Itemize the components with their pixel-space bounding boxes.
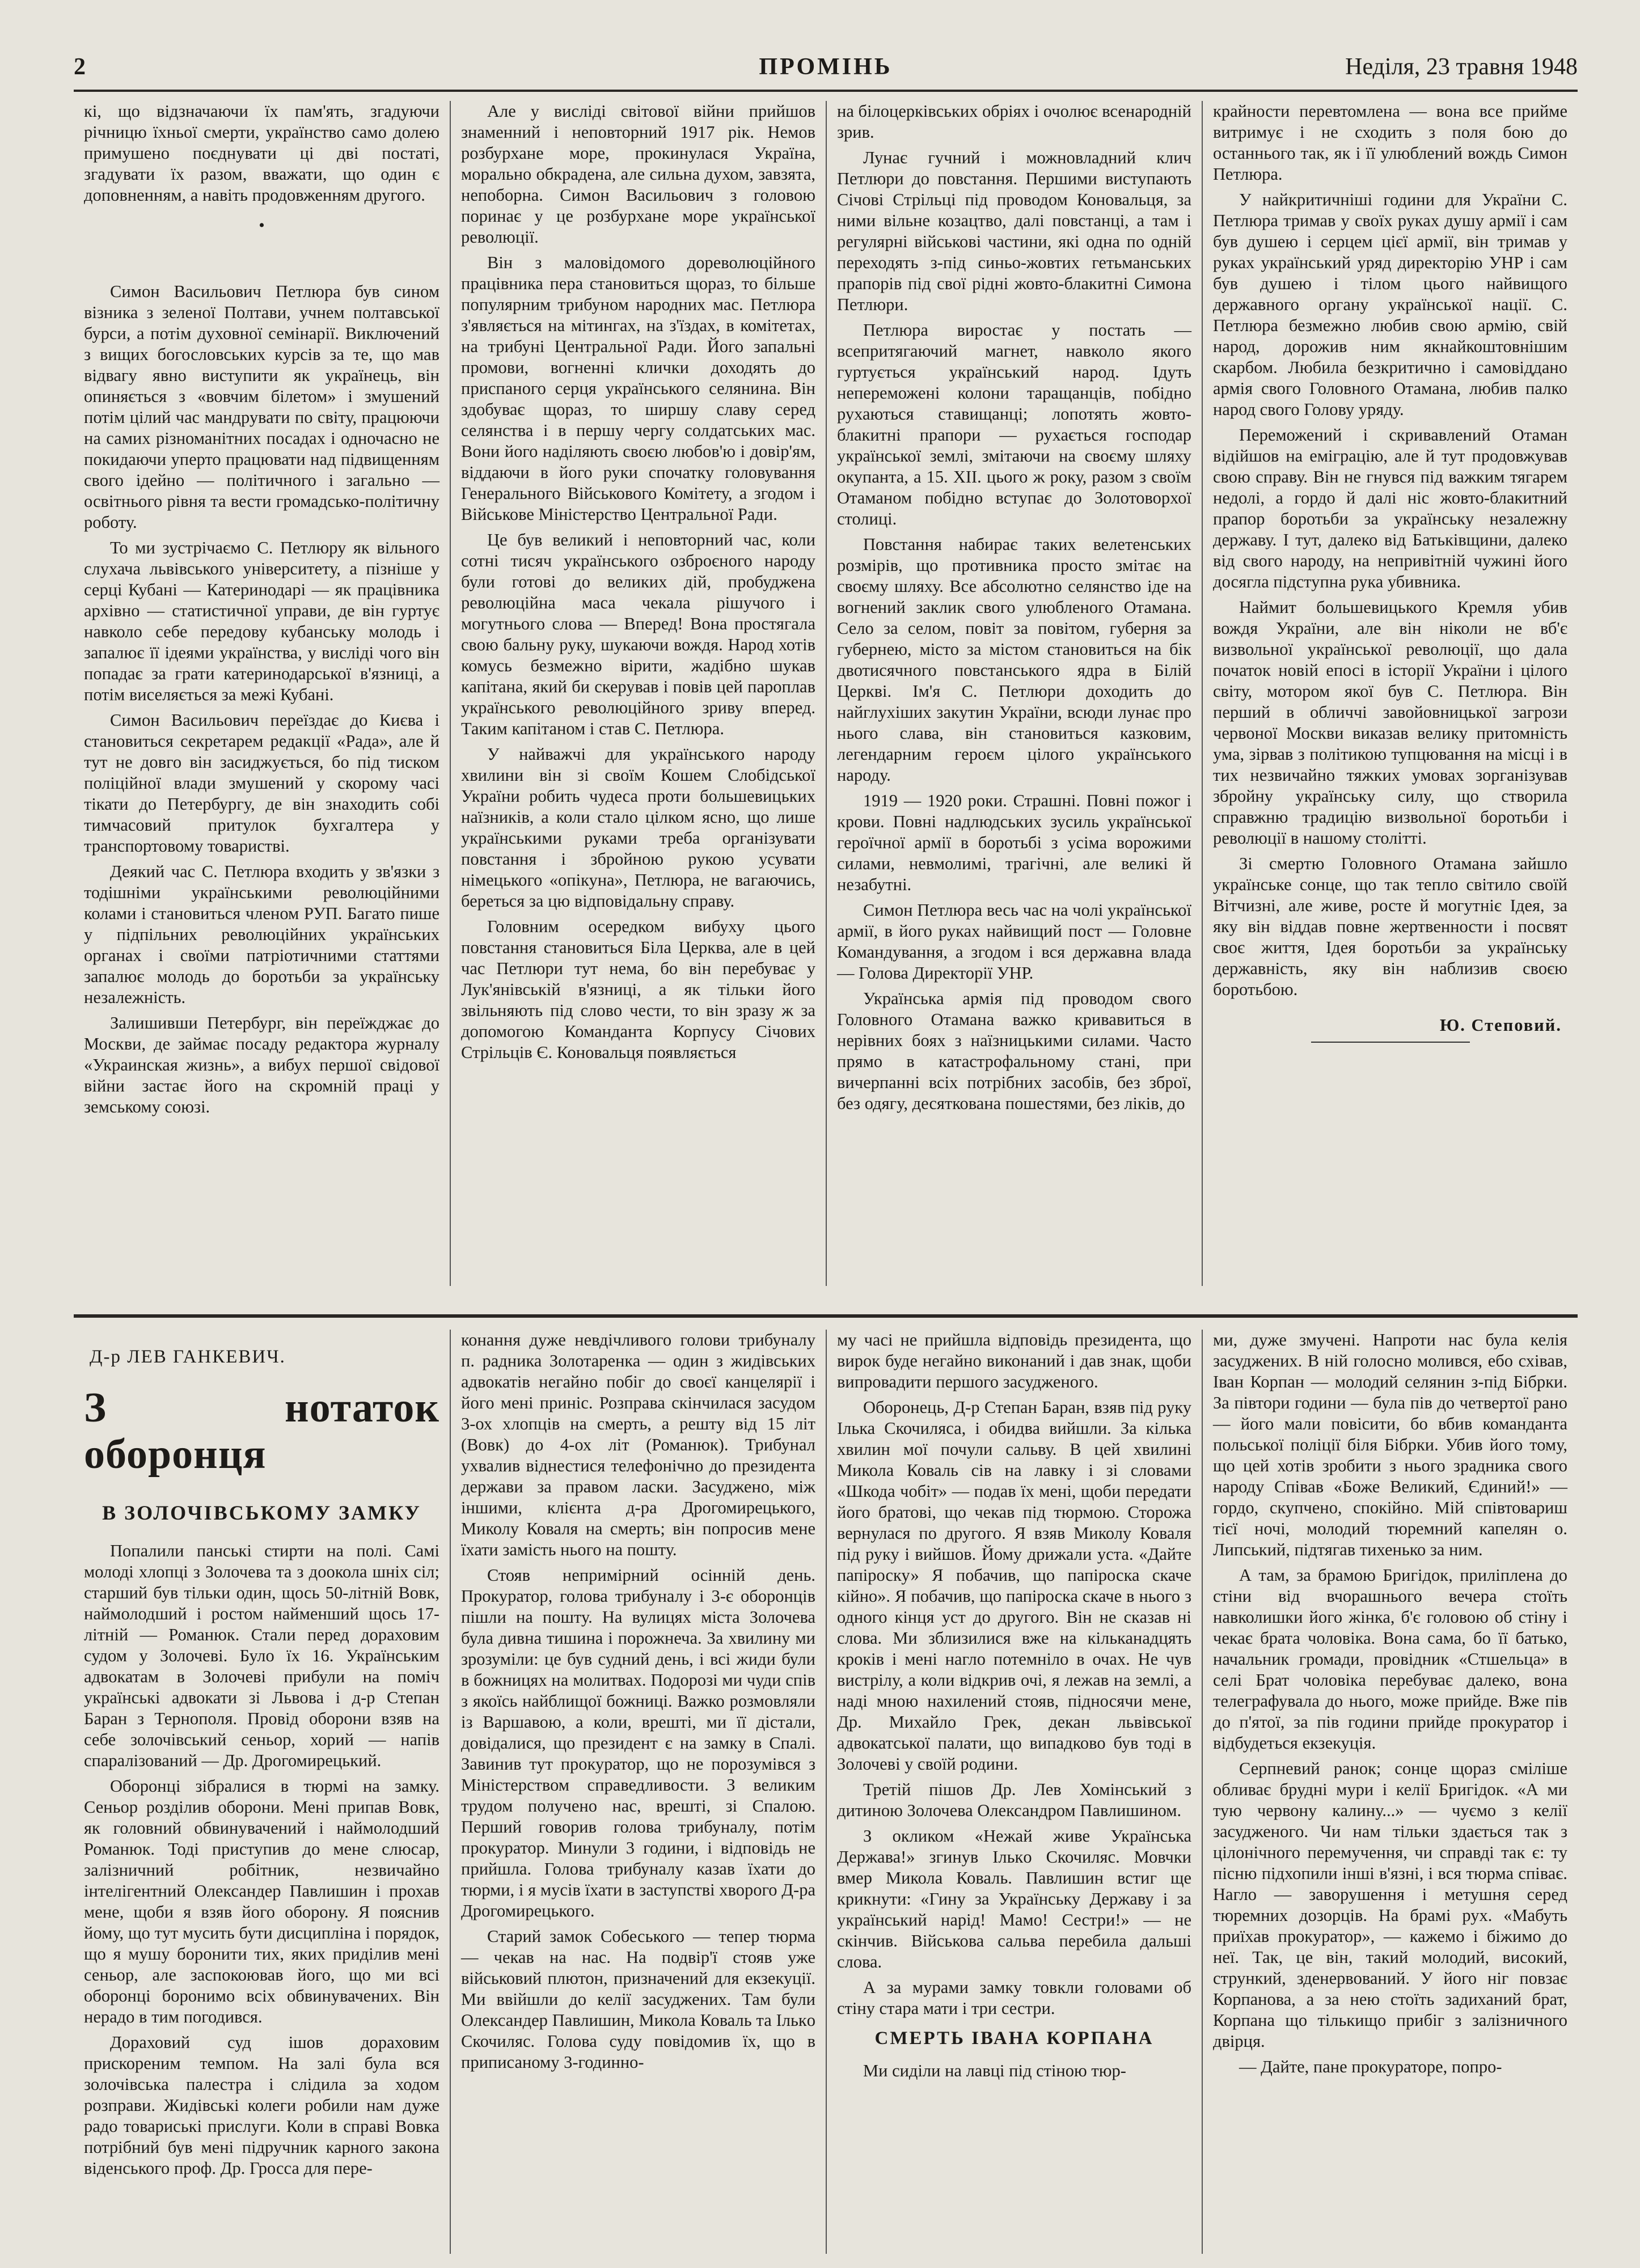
paragraph: Українська армія під проводом свого Головного Отамана важко кривавиться в нерівних боях з наїзницькими силами. Часто прямо в катастрофальному стані, при вичерпанні всіх потрібних засобів, без зброї, без одягу, десяткована пошестями, без ліків, до bbox=[837, 989, 1191, 1113]
article2-column-4 bbox=[1202, 1330, 1578, 2254]
paragraph: Серпневий ранок; сонце щораз сміліше обливає брудні мури і келії Бригідок. «А ми тую червону калину...» — чуємо з келії засудженого. Чи нам тільки здається так з цілонічного перемучення, чи справді так є: ту пісню підхопили інші в'язні, і вся тюрма співає. Нагло — заворушення і метушня серед тюремних дозорців. На брамі рух. «Мабуть приїхав прокуратор», — кажемо і біжимо до неї. Так, це він, такий молодий, високий, стрункий, зденервований. У його ніг повзає Корпанова, а за нею стоїть задиханий брат, Корпана що тількищо прибіг з залізничного двірця. bbox=[1213, 1759, 1567, 2051]
paragraph: Симон Васильович переїздає до Києва і становиться секретарем редакції «Рада», але й тут не довго він засиджується, бо під тиском поліційної влади змушений у скорому часі тікати до Петербургу, де він знаходить собі тимчасовий притулок бухгалтера у транспортовому товаристві. bbox=[84, 710, 439, 856]
paragraph: Зі смертю Головного Отамана зайшло українське сонце, що так тепло світило своїй Вітчизні, але живе, росте й могутніє Ідея, за яку він віддав повне жертвенности і посвят своє життя, Ідея боротьби за українську державність, яку він наблизив своєю боротьбою. bbox=[1213, 854, 1567, 999]
paragraph: Лунає гучний і можновладний клич Петлюри до повстання. Першими виступають Січові Стрільці під проводом Коновальця, за ними вільне козацтво, далі повстанці, а там і регулярні військові частини, які одна по одній переходять з-під синьо-жовтих гетьманських прапорів під свої рідні жовто-блакитні Симона Петлюри. bbox=[837, 148, 1191, 314]
article2-subheading: В ЗОЛОЧІВСЬКОМУ ЗАМКУ bbox=[102, 1501, 421, 1524]
paragraph: Повстання набирає таких велетенських розмірів, що противника просто змітає на своєму шляху. Все абсолютно селянство іде на вогнений заклик свого улюбленого Отамана. Село за селом, повіт за повітом, губерня за губернею, місто за містом становиться на бік двотисячного повстанського ядра в Білій Церкві. Ім'я С. Петлюри доходить до найглухіших закутин України, всюди лунає про нього слава, він становиться казковим, легендарним героєм цілого українського народу. bbox=[837, 535, 1191, 785]
paragraph: Залишивши Петербург, він переїжджає до Москви, де займає посаду редактора журналу «Украинская жизнь», а вибух першої свідової війни застає його на скромній праці у земському союзі. bbox=[84, 1013, 439, 1116]
article1-signature: Ю. Степовий. bbox=[1439, 1015, 1562, 1035]
article-separator-rule bbox=[74, 1314, 1578, 1318]
paragraph: Старий замок Собеського — тепер тюрма — чекав на нас. На подвір'ї стояв уже військовий плютон, призначений для екзекуції. Ми ввійшли до келії засуджених. Там були Олександер Павлишин, Микола Коваль та Ількo Скочиляс. Голова суду повідомив їх, що в приписаному 3-годинно- bbox=[461, 1927, 815, 2072]
article1-column-3 bbox=[826, 101, 1202, 1286]
paragraph: Це був великий і неповторний час, коли сотні тисяч українського озброєного народу були готові до великих дій, пробуджена революційна маса чекала рішучого і могутнього слова — Вперед! Вона простягала свою бальну руку, шукаючи вождя. Народ хотів комусь безмежно вірити, жадібно шукав капітана, який би скерував і повів цей пароплав українського революційного зриву вперед. Таким капітаном і став С. Петлюра. bbox=[461, 530, 815, 738]
article1-column-4 bbox=[1202, 101, 1578, 1286]
paragraph: Попалили панські стирти на полі. Самі молоді хлопці з Золочева та з доокола шніх сіл; старший був тільки один, щось 50-літній Вовк, наймолодший і ростом найменший щось 17-літній — Романюк. Стали перед дораховим судом у Золочеві. Було їх 16. Українським адвокатам в Золочеві прибули на поміч українські адвокати зі Львова і д-р Степан Баран з Тернополя. Провід оборони взяв на себе золочівський сеньор, хорий — напів спаралізований — Др. Дрогомирецький. bbox=[84, 1541, 439, 1770]
paragraph: Деякий час С. Петлюра входить у зв'язки з тодішніми українськими революційними колами і становиться членом РУП. Багато пише у підпільних революційних українських органах і своїми патріотичними статтями запалює молодь до боротьби за українську незалежність. bbox=[84, 862, 439, 1007]
paragraph: ми, дуже змучені. Напроти нас була келія засуджених. В ній голосно молився, ебо схівав, Іван Корпан — молодий селянин з-під Бібрки. За півтори години — була пів до четвертої рано — його мали повісити, бо вбив команданта польської поліції біля Бібрки. Убив його тому, що цей хотів зробити з нього зрадника свого народу Співав «Боже Великий, Єдиний!» — гордо, скупчено, спокійно. Мій співтовариш тієї ночі, молодий тюремний капелян о. Липський, підтягав тихенько за ним. bbox=[1213, 1330, 1567, 1559]
article1-column-2 bbox=[450, 101, 826, 1286]
issue-date: Неділя, 23 травня 1948 bbox=[1345, 54, 1578, 80]
paragraph: Переможений і скривавлений Отаман відійшов на еміграцію, але й тут продовжував свою справу. Він не гнувся під важким тягарем недолі, а гордо й далі ніс жовто-блакитний прапор боротьби за українську незалежну державу. І тут, далеко від Батьківщини, далеко від свого народу, на непривітній чужині його досягла підступна рука убивника. bbox=[1213, 425, 1567, 591]
article1-column-1 bbox=[74, 101, 450, 1286]
paragraph: А там, за брамою Бригідок, приліплена до стіни від вчорашнього вечера стоїть навколишки його жінка, б'є головою об стіну і чекає брата чоловіка. Вона сама, бо її батько, начальник громади, провідник «Стшельца» в селі Брат чоловіка перебуває далеко, вона телеграфувала до нього, може прийде. Вже пів до п'ятої, за пів години прийде прокуратор і відбудеться екзекуція. bbox=[1213, 1565, 1567, 1753]
paragraph: А за мурами замку товкли головами об стіну стара мати і три сестри. bbox=[837, 1978, 1191, 2018]
paragraph: му часі не прийшла відповідь президента, що вирок буде негайно виконаний і дав знак, щоби випровадити першого засудженого. bbox=[837, 1330, 1191, 1391]
paragraph: З окликом «Нежай живе Українська Держава!» згинув Ількo Скочиляс. Мовчки вмер Микола Коваль. Павлишин встиг ще крикнути: «Гину за Українську Державу і за український нарід! Мамо! Сестри!» — не скінчив. Військова сальва перебила дальші слова. bbox=[837, 1826, 1191, 1971]
paragraph: 1919 — 1920 роки. Страшні. Повні пожог і крови. Повні надлюдських зусиль української героїчної армії в боротьбі з усіма ворожими силами, невмолимі, трагічні, але великі й незабутні. bbox=[837, 791, 1191, 894]
paragraph: Симон Васильович Петлюра був сином візника з зеленої Полтави, учнем полтавської бурси, а потім духовної семінарії. Виключений з вищих богословських курсів за те, що мав відвагу явно виступити як українець, він опиняється з «вовчим білетом» і змушений потім цілий час мандрувати по світу, працюючи на самих різноманітних посадах і одночасно не покидаючи уперто працювати над підвищенням свого ідейно — політичного і загально — освітнього рівня та вести громадсько-політичну роботу. bbox=[84, 282, 439, 532]
paragraph: крайности перевтомлена — вона все прийме витримує і не сходить з поля бою до останнього так, як і її улюблений вождь Симон Петлюра. bbox=[1213, 101, 1567, 184]
paragraph: У найважчі для українського народу хвилини він зі своїм Кошем Слобідської України робить чудеса проти большевицьких наїзників, а коли стало цілком ясно, що лише українськими руками треба організувати повстання і збройною рукою усувати німецького «опікуна», Петлюра, не вагаючись, береться за цю відповідальну справу. bbox=[461, 744, 815, 911]
paragraph: — Дайте, пане прокураторе, попро- bbox=[1239, 2057, 1502, 2076]
paragraph: Ми сиділи на лавці під стіною тюр- bbox=[863, 2061, 1126, 2080]
paragraph: Але у висліді світової війни прийшов знаменний і неповторний 1917 рік. Немов розбурхане море, прокинулася Україна, морально обкрадена, але сильна духом, завзята, непоборна. Симон Васильович з головою поринає у це розбурхане море української революції. bbox=[461, 101, 815, 247]
paragraph: Наймит большевицького Кремля убив вождя України, але він ніколи не вб'є визвольної української революції, що дала початок новій епосі в історії України і цілого світу, мотором якої був С. Петлюра. Він перший в обличчі завойовницької загрози червоної Москви виказав велику притомність ума, зірвав з політикою тупцювання на місці і в тих незвичайно тяжких умовах зорганізував збройну українську силу, що створила справжню традицію визвольної боротьби і революції в нашому столітті. bbox=[1213, 598, 1567, 848]
paragraph: Дораховий суд ішов дораховим прискореним темпом. На залі була вся золочівська палестра і слідила за ходом розправи. Жидівські колеги робили нам дуже радо товариські прислуги. Коли в справі Вовка потрібний був мені підручник карного закона віденського проф. Др. Гросса для пере- bbox=[84, 2033, 439, 2178]
paragraph: Оборонці зібралися в тюрмі на замку. Сеньор розділив оборони. Мені припав Вовк, як головний обвинувачений і наймолодший Романюк. Тоді приступив до мене слюсар, залізничний робітник, незвичайно інтелігентний Олександер Павлишин і прохав мене, щоби я взяв його оборону. Я пояснив йому, що тут мусить бути дисципліна і порядок, що я мушу боронити тих, яких приділив мені сеньор, але заспокоював його, що ми всі оборонці боронимо всіх обвинувачених. Він нерадо в тим погодився. bbox=[84, 1776, 439, 2026]
paragraph: Оборонець, Д-р Степан Баран, взяв під руку Ілька Скочиляса, і обидва вийшли. За кілька хвилин мої почули сальву. В цей хвилині Микола Коваль сів на лавку і зі словами «Шкода чобіт» — подав їх мені, щоби передати його братові, що чекав під тюрмою. Сторожа вернулася по другого. Я взяв Миколу Коваля під руку і вийшов. Йому дрижали уста. «Дайте папіроску» Я побачив, що папіроска скаче кійно». Я побачив, що папіроска скаче в нього з одного кінця уст до другого. Він не сказав ні слова. Ми зблизилися вже на кільканадцять кроків і мені нагло потемніло в очах. Не чув вистрілу, а коли відкрив очі, я лежав на землі, а наді мною нахилений стояв, підносячи мене, Др. Михайло Грек, декан львівської адвокатської палати, що випадково був тоді в Золочеві у своїй родини. bbox=[837, 1398, 1191, 1774]
paragraph: кі, що відзначаючи їх пам'ять, згадуючи річницю їхньої смерти, українство само долею примушено поєднувати ці дві постаті, згадувати їх разом, вважати, що один є доповненням, а навіть продовженням другого. bbox=[84, 101, 439, 205]
paragraph: Він з маловідомого дореволюційного працівника пера становиться щораз, то більше популярним трибуном народних мас. Петлюра з'являється на мітингах, на з'їздах, в комітетах, на трибуні Центральної Ради. Його запальні промови, вогненні клички доходять до приспаного серця українського селянина. Він здобуває щораз, то ширшу славу серед селянства і в першу чергу солдатських мас. Вони його наділяють своєю любов'ю і довір'ям, віддаючи в його руки спочатку головування Генерального Військового Комітету, а згодом і Військове Міністерство Центральної Ради. bbox=[461, 253, 815, 524]
article2-column-3 bbox=[826, 1330, 1202, 2254]
paragraph: Третій пішов Др. Лев Хомінський з дитиною Золочева Олександром Павлишином. bbox=[837, 1780, 1191, 1820]
signature-rule bbox=[1311, 1042, 1470, 1043]
masthead bbox=[74, 50, 1578, 92]
paragraph: Головним осередком вибуху цього повстання становиться Біла Церква, але в цей час Петлюри тут нема, бо він перебуває у Лук'янівській в'язниці, а як тільки його звільняють під слово чести, то він зразу ж за допомогою Команданта Корпусу Січових Стрільців Є. Коновальця появляється bbox=[461, 917, 815, 1062]
paragraph: У найкритичніші години для України С. Петлюра тримав у своїх руках душу армії і сам був душею і серцем цієї армії, він тримав у руках український уряд директорію УНР і сам був душею і тілом цього найвищого державного органу української нації. С. Петлюра безмежно любив свою армію, свій народ, дорожив ним якнайкоштовнішим скарбом. Любила безкритично і самовіддано армія свого Головного Отамана, любив палко народ свого Голову уряду. bbox=[1213, 190, 1567, 419]
paragraph: конання дуже невдічливого голови трибуналу п. радника Золотаренка — один з жидівських адвокатів негайно побіг до своєї канцелярії і його мені приніс. Розправа скінчилася засудом 3-ох хлопців на смерть, а решту від 15 літ (Вовк) до 4-ох літ (Романюк). Трибунал ухвалив віднестися телефонічно до президента держави за правом ласки. Засуджено, між іншими, клієнта д-ра Дрогомирецького, Миколу Коваля на смерть; він попросив мене їхати замість нього на пошту. bbox=[461, 1330, 815, 1559]
newspaper-title: ПРОМІНЬ bbox=[759, 54, 893, 80]
article2-headline: З нотаток оборонця bbox=[84, 1385, 439, 1478]
paragraph: Стояв непримірний осінній день. Прокуратор, голова трибуналу і 3-є оборонців пішли на пошту. На вулицях міста Золочева була дивна тишина і порожнеча. За хвилину ми зрозуміли: це був судний день, і всі жиди були в божницях на молитвах. Подорозі ми чуди спів з якоїсь найблищої божниці. Важко розмовляли із Варшавою, а коли, врешті, ми її дістали, довідалися, що президент є на замку в Спалі. Завинив тут прокуратор, що не порозумівся з Міністерством справедливости. З великим трудом получено нас, врешті, зі Спалою. Перший говорив голова трибуналу, потім прокуратор. Минули 3 години, і відповідь не прийшла. Голова трибуналу казав їхати до тюрми, і я мусів їхати в заступстві хворого Д-ра Дрогомирецького. bbox=[461, 1565, 815, 1920]
article2-subheading-2: СМЕРТЬ ІВАНА КОРПАНА bbox=[874, 2028, 1154, 2049]
bullet-separator: • bbox=[259, 216, 265, 235]
paragraph: Симон Петлюра весь час на чолі української армії, в його руках найвищий пост — Головне Командування, а згодом і вся державна влада — Голова Директорії УНР. bbox=[837, 900, 1191, 983]
article2-author: Д-р ЛЕВ ГАНКЕВИЧ. bbox=[90, 1347, 286, 1367]
paragraph: То ми зустрічаємо С. Петлюру як вільного слухача львівського університету, а пізніше у серці Кубані — Катеринодарі — як працівника архівно — статистичної управи, де він гуртує навколо себе передову кубанську молодь і запалює її ідеями українства, у висліді чого він попадає за грати катеринодарської в'язниці, а потім виселяється за межі Кубані. bbox=[84, 538, 439, 704]
paragraph: на білоцерківських обріях і очолює всенародній зрив. bbox=[837, 101, 1191, 142]
article2-column-2 bbox=[450, 1330, 826, 2254]
article2-column-1 bbox=[74, 1330, 450, 2254]
paragraph: Петлюра виростає у постать — всепритягаючий магнет, навколо якого гуртується український народ. Ідуть непереможені колони таращанців, побідно рухаються ставищанці; лопотять жовто-блакитні прапори — рухається господар української землі, змітаючи на своєму шляху окупанта, а 15. XII. цього ж року, разом з своїм Отаманом побідно вступає до Золотоворхої столиці. bbox=[837, 320, 1191, 528]
page-number: 2 bbox=[74, 54, 86, 80]
